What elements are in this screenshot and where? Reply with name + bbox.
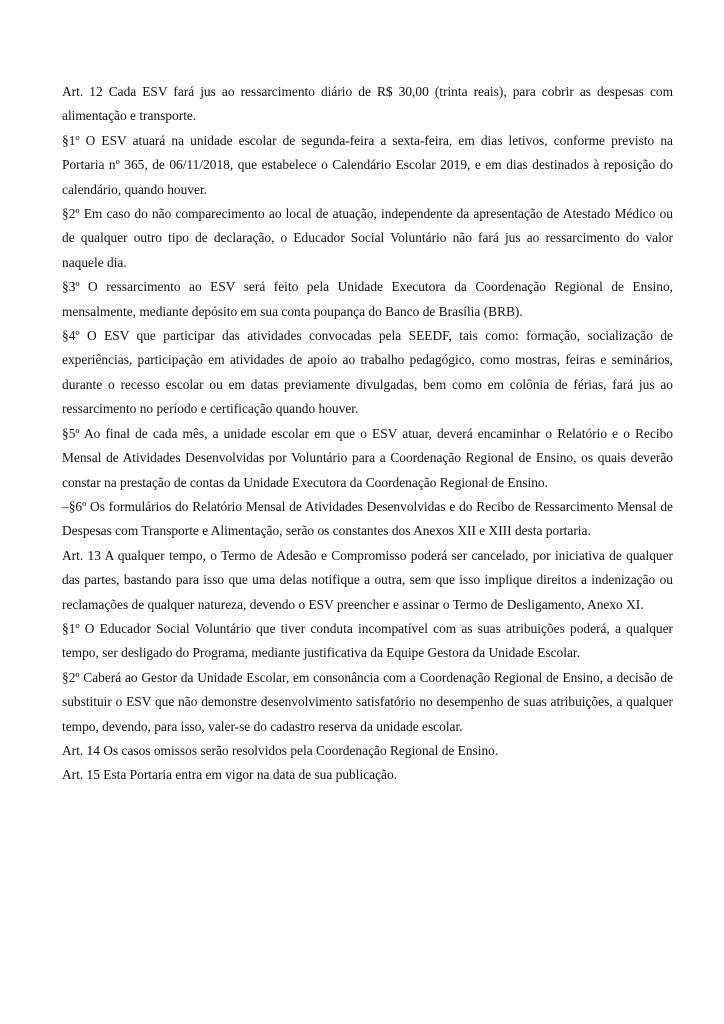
art-12-paragraph: Art. 12 Cada ESV fará jus ao ressarcimento diário de R$ 30,00 (trinta reais), para cobrir as despesas com alimentação e transporte. [62,84,673,124]
art-12-par-4-paragraph: §4º O ESV que participar das atividades convocadas pela SEEDF, tais como: formação, socialização de experiências, participação em atividades de apoio ao trabalho pedagógico, como mostras, feiras e seminários, durante o recesso escolar ou em datas previamente divulgadas, bem como em colônia de férias, fará jus ao ressarcimento no período e certificação quando houver. [62,328,673,417]
art-12-par-1-paragraph: §1º O ESV atuará na unidade escolar de segunda-feira a sexta-feira, em dias letivos, conforme previsto na Portaria nº 365, de 06/11/2018, que estabelece o Calendário Escolar 2019, e em dias destinados à reposição do calendário, quando houver. [62,132,673,197]
art-12-par-6-paragraph: –§6º Os formulários do Relatório Mensal de Atividades Desenvolvidas e do Recibo de Ressarcimento Mensal de Despesas com Transporte e Alimentação, serão os constantes dos Anexos XII e XIII desta portaria. [62,498,673,539]
art-15-paragraph: Art. 15 Esta Portaria entra em vigor na data de sua publicação. [62,767,398,783]
art-13-paragraph: Art. 13 A qualquer tempo, o Termo de Adesão e Compromisso poderá ser cancelado, por iniciativa de qualquer das partes, bastando para isso que uma delas notifique a outra, sem que isso implique direitos a indenização ou reclamações de qualquer natureza, devendo o ESV preencher e assinar o Termo de Desligamento, Anexo XI. [62,547,673,612]
art-12-par-3-paragraph: §3º O ressarcimento ao ESV será feito pela Unidade Executora da Coordenação Regional de Ensino, mensalmente, mediante depósito em sua conta poupança do Banco de Brasília (BRB). [62,279,673,319]
document-page [62,80,673,788]
art-12-par-5-paragraph: §5º Ao final de cada mês, a unidade escolar em que o ESV atuar, deverá encaminhar o Relatório e o Recibo Mensal de Atividades Desenvolvidas por Voluntário para a Coordenação Regional de Ensino, os quais deverão constar na prestação de contas da Unidade Executora da Coordenação Regional de Ensino. [62,425,673,490]
art-14-paragraph: Art. 14 Os casos omissos serão resolvidos pela Coordenação Regional de Ensino. [62,742,499,758]
art-13-par-1-paragraph: §1º O Educador Social Voluntário que tiver conduta incompatível com as suas atribuições poderá, a qualquer tempo, ser desligado do Programa, mediante justificativa da Equipe Gestora da Unidade Escolar. [62,620,673,661]
art-12-par-2-paragraph: §2º Em caso do não comparecimento ao local de atuação, independente da apresentação de Atestado Médico ou de qualquer outro tipo de declaração, o Educador Social Voluntário não fará jus ao ressarcimento do valor naquele dia. [62,206,673,270]
art-13-par-2-paragraph: §2º Caberá ao Gestor da Unidade Escolar, em consonância com a Coordenação Regional de Ensino, a decisão de substituir o ESV que não demonstre desenvolvimento satisfatório no desempenho de suas atribuições, a qualquer tempo, devendo, para isso, valer-se do cadastro reserva da unidade escolar. [62,669,673,734]
